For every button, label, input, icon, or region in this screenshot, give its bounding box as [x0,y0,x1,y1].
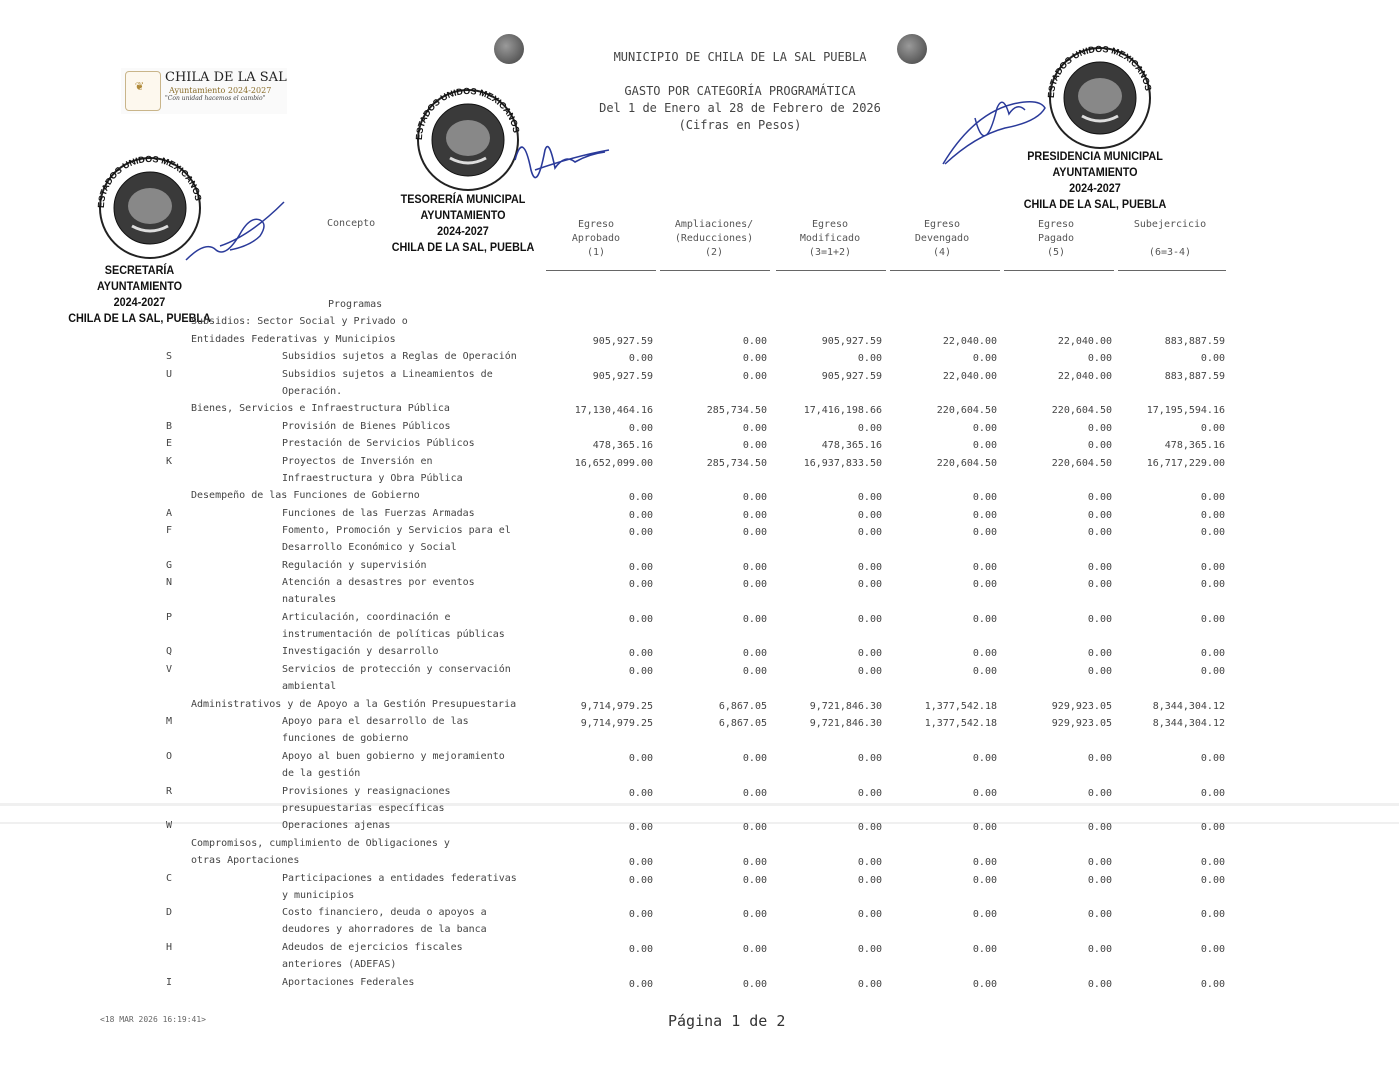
header-rule [1004,270,1114,271]
amount-cell: 1,377,542.18 [924,701,997,712]
amount-cell: 0.00 [1087,648,1112,659]
concepto-label: Entidades Federativas y Municipios [191,334,396,345]
concepto-label: Infraestructura y Obra Pública [282,473,463,484]
amount-cell: 0.00 [1200,562,1225,573]
amount-cell: 0.00 [972,979,997,990]
amount-cell: 0.00 [1087,510,1112,521]
amount-cell: 0.00 [857,944,882,955]
seal-line: CHILA DE LA SAL, PUEBLA [391,240,535,254]
amount-cell: 220,604.50 [936,458,997,469]
amount-cell: 22,040.00 [942,336,997,347]
amount-cell: 0.00 [1087,527,1112,538]
col-header-line: Subejercicio [1133,219,1207,230]
amount-cell: 0.00 [1200,944,1225,955]
amount-cell: 0.00 [628,579,653,590]
amount-cell: 0.00 [1200,753,1225,764]
amount-cell: 0.00 [742,875,767,886]
col-header-line: Devengado [914,233,970,244]
amount-cell: 0.00 [1087,979,1112,990]
concepto-label: Compromisos, cumplimiento de Obligaciones y [191,838,450,849]
seal-ring-text: ESTADOS UNIDOS MEXICANOS [413,85,522,141]
amount-cell: 883,887.59 [1164,336,1225,347]
presidencia-seal-icon [1040,40,1160,150]
amount-cell: 220,604.50 [1051,405,1112,416]
amount-cell: 0.00 [857,788,882,799]
col-header-line: Modificado [799,233,861,244]
program-key: U [166,369,173,380]
concepto-label: Funciones de las Fuerzas Armadas [282,508,475,519]
amount-cell: 22,040.00 [942,371,997,382]
amount-cell: 0.00 [857,666,882,677]
seal-line: 2024-2027 [1069,181,1121,195]
col-header-line: (2) [704,247,724,258]
amount-cell: 0.00 [972,614,997,625]
amount-cell: 0.00 [628,510,653,521]
amount-cell: 0.00 [1200,822,1225,833]
amount-cell: 0.00 [1200,666,1225,677]
amount-cell: 0.00 [742,423,767,434]
amount-cell: 0.00 [857,492,882,503]
col-modificado-header [776,218,884,260]
concepto-label: Participaciones a entidades federativas [282,873,517,884]
amount-cell: 0.00 [972,822,997,833]
amount-cell: 0.00 [742,371,767,382]
amount-cell: 0.00 [628,909,653,920]
col-header-line: Ampliaciones/ [674,219,754,230]
amount-cell: 0.00 [972,875,997,886]
amount-cell: 929,923.05 [1051,701,1112,712]
header-rule [890,270,1000,271]
amount-cell: 0.00 [857,648,882,659]
amount-cell: 0.00 [857,353,882,364]
concepto-label: Aportaciones Federales [282,977,415,988]
concepto-label: Investigación y desarrollo [282,646,439,657]
amount-cell: 0.00 [628,944,653,955]
program-key: Q [166,646,173,657]
amount-cell: 0.00 [1087,944,1112,955]
concepto-label: Desarrollo Económico y Social [282,542,457,553]
concepto-label: Provisiones y reasignaciones [282,786,451,797]
seal-ring-text: ESTADOS UNIDOS MEXICANOS [95,153,204,209]
amount-cell: 285,734.50 [706,458,767,469]
amount-cell: 883,887.59 [1164,371,1225,382]
amount-cell: 905,927.59 [592,336,653,347]
col-header-line: Egreso [577,219,615,230]
concepto-label: Subsidios sujetos a Lineamientos de [282,369,493,380]
amount-cell: 0.00 [742,562,767,573]
amount-cell: 905,927.59 [821,371,882,382]
amount-cell: 0.00 [742,909,767,920]
amount-cell: 0.00 [1200,648,1225,659]
amount-cell: 0.00 [1087,788,1112,799]
amount-cell: 0.00 [742,510,767,521]
amount-cell: 0.00 [628,875,653,886]
col-pagado-header [1002,218,1110,260]
program-key: F [166,525,173,536]
tesoreria-seal-text [387,191,540,255]
concepto-label: Articulación, coordinación e [282,612,451,623]
amount-cell: 0.00 [628,614,653,625]
amount-cell: 0.00 [742,492,767,503]
header-rule [1118,270,1226,271]
amount-cell: 0.00 [972,440,997,451]
concepto-label: Operaciones ajenas [282,820,391,831]
col-header-line: (1) [586,247,606,258]
seal-line: 2024-2027 [113,295,166,309]
amount-cell: 905,927.59 [592,371,653,382]
col-header-line: (Reducciones) [674,233,754,244]
amount-cell: 0.00 [742,336,767,347]
amount-cell: 0.00 [1200,353,1225,364]
amount-cell: 0.00 [972,648,997,659]
amount-cell: 0.00 [628,788,653,799]
report-period: Del 1 de Enero al 28 de Febrero de 2026 [599,101,881,115]
concepto-label: instrumentación de políticas públicas [282,629,505,640]
scan-artifact [0,822,1399,824]
concepto-label: deudores y ahorradores de la banca [282,924,487,935]
amount-cell: 0.00 [972,510,997,521]
amount-cell: 0.00 [857,822,882,833]
amount-cell: 0.00 [857,510,882,521]
amount-cell: 6,867.05 [718,718,767,729]
amount-cell: 0.00 [628,857,653,868]
col-header-line: (6=3-4) [1148,247,1192,258]
page-number: Página 1 de 2 [668,1012,786,1030]
concepto-label: Atención a desastres por eventos [282,577,475,588]
program-key: K [166,456,173,467]
punch-hole-left [494,34,524,64]
program-key: N [166,577,173,588]
col-aprobado-header [546,218,646,260]
concepto-label: Apoyo para el desarrollo de las [282,716,469,727]
program-key: D [166,907,173,918]
col-ampliaciones-header [660,218,768,260]
amount-cell: 17,130,464.16 [574,405,653,416]
concepto-label: Provisión de Bienes Públicos [282,421,451,432]
seal-line: AYUNTAMIENTO [96,279,182,293]
amount-cell: 220,604.50 [1051,458,1112,469]
program-key: C [166,873,173,884]
amount-cell: 0.00 [1087,666,1112,677]
header-rule [776,270,886,271]
amount-cell: 9,714,979.25 [580,701,653,712]
amount-cell: 0.00 [742,666,767,677]
amount-cell: 1,377,542.18 [924,718,997,729]
amount-cell: 0.00 [1087,909,1112,920]
amount-cell: 16,937,833.50 [803,458,882,469]
amount-cell: 0.00 [1200,423,1225,434]
amount-cell: 0.00 [1200,510,1225,521]
amount-cell: 0.00 [1200,579,1225,590]
secretaria-signature-icon [180,190,290,270]
program-key: B [166,421,173,432]
amount-cell: 0.00 [972,666,997,677]
amount-cell: 220,604.50 [936,405,997,416]
seal-line: AYUNTAMIENTO [1052,165,1138,179]
col-header-line: (5) [1046,247,1066,258]
amount-cell: 0.00 [1087,353,1112,364]
amount-cell: 0.00 [972,353,997,364]
municipal-logo [121,68,287,114]
amount-cell: 0.00 [628,666,653,677]
amount-cell: 0.00 [742,822,767,833]
amount-cell: 22,040.00 [1057,371,1112,382]
concepto-label: Fomento, Promoción y Servicios para el [282,525,511,536]
amount-cell: 0.00 [628,822,653,833]
logo-subtitle: Ayuntamiento 2024-2027 [169,86,272,95]
amount-cell: 0.00 [1087,423,1112,434]
concepto-label: de la gestión [282,768,361,779]
concepto-label: Adeudos de ejercicios fiscales [282,942,463,953]
seal-line: TESORERÍA MUNICIPAL [400,192,526,206]
concepto-label: anteriores (ADEFAS) [282,959,397,970]
amount-cell: 0.00 [1087,492,1112,503]
concepto-label: Prestación de Servicios Públicos [282,438,475,449]
amount-cell: 0.00 [972,909,997,920]
concepto-label: Servicios de protección y conservación [282,664,511,675]
amount-cell: 0.00 [972,788,997,799]
amount-cell: 0.00 [1087,875,1112,886]
amount-cell: 9,721,846.30 [809,718,882,729]
concepto-label: Desempeño de las Funciones de Gobierno [191,490,420,501]
concepto-label: y municipios [282,890,355,901]
amount-cell: 17,195,594.16 [1146,405,1225,416]
amount-cell: 0.00 [742,857,767,868]
seal-line: CHILA DE LA SAL, PUEBLA [68,311,211,325]
amount-cell: 22,040.00 [1057,336,1112,347]
amount-cell: 0.00 [972,857,997,868]
amount-cell: 0.00 [972,579,997,590]
tesoreria-signature-icon [505,120,615,190]
amount-cell: 0.00 [857,527,882,538]
col-subejercicio-header [1116,218,1224,260]
col-header-line: Egreso [811,219,849,230]
amount-cell: 0.00 [742,979,767,990]
amount-cell: 0.00 [857,857,882,868]
amount-cell: 9,721,846.30 [809,701,882,712]
amount-cell: 0.00 [1087,753,1112,764]
col-header-line: Aprobado [571,233,621,244]
amount-cell: 16,652,099.00 [574,458,653,469]
concepto-label: ambiental [282,681,337,692]
concepto-label: presupuestarias específicas [282,803,445,814]
header-rule [660,270,770,271]
logo-title: CHILA DE LA SAL [165,70,287,85]
amount-cell: 0.00 [857,579,882,590]
amount-cell: 8,344,304.12 [1152,701,1225,712]
concepto-label: naturales [282,594,337,605]
seal-line: SECRETARÍA [104,263,175,277]
municipio-title: MUNICIPIO DE CHILA DE LA SAL PUEBLA [613,50,867,64]
amount-cell: 6,867.05 [718,701,767,712]
col-concepto-header: Concepto [327,218,376,229]
concepto-label: Bienes, Servicios e Infraestructura Pública [191,403,450,414]
amount-cell: 0.00 [1200,788,1225,799]
col-header-line: (4) [932,247,952,258]
amount-cell: 0.00 [628,353,653,364]
amount-cell: 929,923.05 [1051,718,1112,729]
header-rule [546,270,656,271]
amount-cell: 0.00 [742,944,767,955]
amount-cell: 0.00 [1200,875,1225,886]
program-key: V [166,664,173,675]
col-header-line: (3=1+2) [808,247,852,258]
seal-line: CHILA DE LA SAL, PUEBLA [1023,197,1167,211]
logo-motto: "Con unidad hacemos el cambio" [165,95,266,102]
seal-line: PRESIDENCIA MUNICIPAL [1027,149,1163,163]
seal-ring-text: ESTADOS UNIDOS MEXICANOS [1045,43,1154,99]
amount-cell: 0.00 [1200,979,1225,990]
amount-cell: 0.00 [628,753,653,764]
amount-cell: 0.00 [1087,857,1112,868]
amount-cell: 0.00 [972,527,997,538]
amount-cell: 0.00 [972,562,997,573]
amount-cell: 478,365.16 [821,440,882,451]
amount-cell: 0.00 [857,562,882,573]
amount-cell: 0.00 [972,944,997,955]
program-key: R [166,786,173,797]
scan-artifact [0,803,1399,806]
amount-cell: 0.00 [742,579,767,590]
concepto-label: otras Aportaciones [191,855,300,866]
col-header-line: Egreso [1037,219,1075,230]
amount-cell: 0.00 [742,648,767,659]
presidencia-signature-icon [935,88,1055,178]
concepto-label: Apoyo al buen gobierno y mejoramiento [282,751,505,762]
amount-cell: 0.00 [1087,440,1112,451]
amount-cell: 0.00 [742,440,767,451]
amount-cell: 9,714,979.25 [580,718,653,729]
amount-cell: 0.00 [1200,527,1225,538]
amount-cell: 0.00 [628,979,653,990]
amount-cell: 0.00 [857,909,882,920]
concepto-label: Costo financiero, deuda o apoyos a [282,907,487,918]
amount-cell: 0.00 [742,353,767,364]
amount-cell: 0.00 [1200,492,1225,503]
program-key: G [166,560,173,571]
concepto-label: Operación. [282,386,343,397]
seal-line: AYUNTAMIENTO [420,208,506,222]
amount-cell: 0.00 [857,753,882,764]
amount-cell: 0.00 [1087,579,1112,590]
program-key: S [166,351,173,362]
amount-cell: 0.00 [972,753,997,764]
seal-line: 2024-2027 [437,224,489,238]
program-key: M [166,716,173,727]
amount-cell: 0.00 [742,788,767,799]
program-key: W [166,820,173,831]
amount-cell: 478,365.16 [1164,440,1225,451]
concepto-label: Proyectos de Inversión en [282,456,433,467]
col-header-line: Pagado [1037,233,1075,244]
concepto-label: Regulación y supervisión [282,560,427,571]
report-title: GASTO POR CATEGORÍA PROGRAMÁTICA [624,84,856,98]
amount-cell: 0.00 [972,423,997,434]
amount-cell: 285,734.50 [706,405,767,416]
program-key: H [166,942,173,953]
col-header-line [1116,232,1224,246]
amount-cell: 17,416,198.66 [803,405,882,416]
program-key: E [166,438,173,449]
amount-cell: 0.00 [742,527,767,538]
report-units: (Cifras en Pesos) [678,118,802,132]
concepto-label: funciones de gobierno [282,733,409,744]
print-timestamp: <18 MAR 2026 16:19:41> [100,1015,206,1024]
amount-cell: 0.00 [857,423,882,434]
amount-cell: 0.00 [857,979,882,990]
concepto-label: Administrativos y de Apoyo a la Gestión Presupuestaria [191,699,517,710]
program-key: I [166,977,173,988]
col-devengado-header [888,218,996,260]
section-label: Programas [328,299,383,310]
amount-cell: 0.00 [628,562,653,573]
amount-cell: 8,344,304.12 [1152,718,1225,729]
amount-cell: 0.00 [742,614,767,625]
amount-cell: 0.00 [1087,614,1112,625]
amount-cell: 0.00 [1200,614,1225,625]
logo-emblem-icon: ❦ [125,71,161,111]
amount-cell: 0.00 [628,527,653,538]
amount-cell: 0.00 [857,875,882,886]
concepto-label: Subsidios: Sector Social y Privado o [191,316,408,327]
amount-cell: 0.00 [628,492,653,503]
program-key: O [166,751,173,762]
amount-cell: 0.00 [742,753,767,764]
amount-cell: 0.00 [1200,857,1225,868]
program-key: P [166,612,173,623]
amount-cell: 0.00 [628,423,653,434]
amount-cell: 0.00 [1087,562,1112,573]
concepto-label: Subsidios sujetos a Reglas de Operación [282,351,517,362]
amount-cell: 478,365.16 [592,440,653,451]
amount-cell: 0.00 [857,614,882,625]
amount-cell: 905,927.59 [821,336,882,347]
program-key: A [166,508,173,519]
amount-cell: 0.00 [1087,822,1112,833]
amount-cell: 16,717,229.00 [1146,458,1225,469]
amount-cell: 0.00 [1200,909,1225,920]
amount-cell: 0.00 [628,648,653,659]
col-header-line: Egreso [923,219,961,230]
amount-cell: 0.00 [972,492,997,503]
